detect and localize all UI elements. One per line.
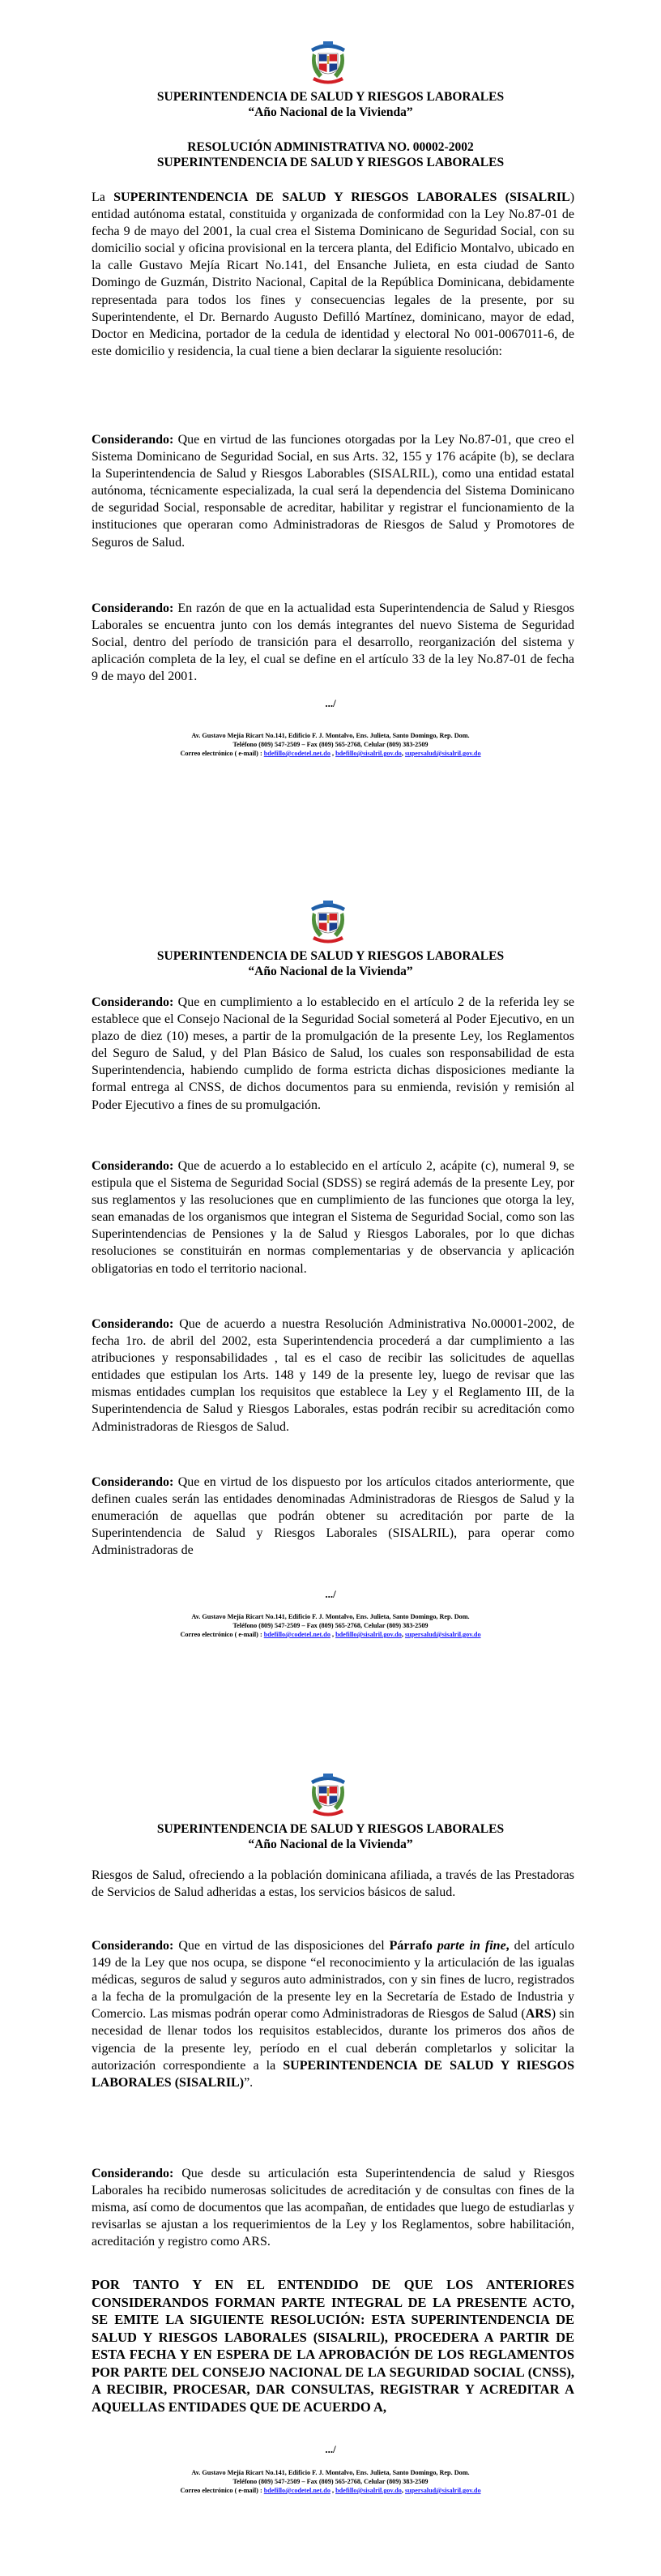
email-link-supersalud[interactable]: supersalud@sisalril.gov.do: [404, 1631, 481, 1638]
page-2: [0, 859, 661, 1718]
intro-paragraph: [92, 189, 574, 360]
continuation-mark: .../: [325, 697, 336, 709]
resolution-heading: [0, 139, 661, 170]
considerando-label: Considerando:: [92, 433, 174, 447]
page-3: [0, 1727, 661, 2576]
page-footer: [0, 1612, 661, 1639]
considerando-text: Que en virtud de las funciones otorgadas por la Ley No.87-01, que creo el Sistema Dominicano de Seguridad Social, en sus Arts. 32, 155 y 176 acápite (b), se declara la Superintendencia de Salud y Riesgos Laborables (SISALRIL), como una entidad estatal autónoma, técnicamente especializada, la cual será la dependencia del Sistema Dominicano de seguridad Social, responsable de acreditar, habilitar y registrar el funcionamiento de la instituciones que operaran como Administradoras de Riesgos de Salud y Promotores de Seguros de Salud.: [92, 433, 574, 550]
organization-name: SUPERINTENDENCIA DE SALUD Y RIESGOS LABORALES: [156, 949, 505, 963]
intro-text: ) entidad autónoma estatal, constituida y organizada de conformidad con la Ley No.87-01 de fecha 9 de mayo del 2001, la cual crea el Sistema Dominicano de Seguridad Social, con su domicilio social y oficina provisional en la tercera planta, del Edificio Montalvo, ubicado en la calle Gustavo Mejía Ricart No.141, del Ensanche Julieta, en esta ciudad de Santo Domingo de Guzmán, Distrito Nacional, Capital de la República Dominicana, debidamente representada para todos los fines y consecuencias legales de la presente, por su Superintendente, el Dr. Bernardo Augusto Defilló Martínez, dominicano, mayor de edad, Doctor en Medicina, portador de la cedula de identidad y electoral No 001-0067011-6, de este domicilio y residencia, la cual tiene a bien declarar la siguiente resolución:: [92, 190, 575, 358]
resolution-subtitle: SUPERINTENDENCIA DE SALUD Y RIESGOS LABORALES: [156, 156, 505, 169]
resolution-title: RESOLUCIÓN ADMINISTRATIVA NO. 00002-2002: [187, 140, 474, 154]
footer-emails: [0, 2486, 661, 2495]
page-footer: [0, 731, 661, 758]
page-1: [0, 0, 661, 859]
considerando-text: Que de acuerdo a nuestra Resolución Administrativa No.00001-2002, de fecha 1ro. de abril del 2002, esta Superintendencia procederá a dar cumplimiento a las atribuciones y responsabilidades , tal es el caso de recibir las solicitudes de aquellas entidades que estipulan los Arts. 148 y 149 de la presente ley, luego de revisar que las mismas entidades cumplan los requisitos que establece la Ley y el Reglamento III, de la Superintendencia de Salud y Riesgos Laborales, estas podrán recibir su acreditación como Administradoras de Riesgos de Salud.: [92, 1317, 574, 1434]
considerando-label: Considerando:: [92, 601, 174, 615]
email-separator: ,: [330, 1631, 336, 1638]
email-separator: ,: [401, 1631, 405, 1638]
considerando-text: Que en virtud de los dispuesto por los artículos citados anteriormente, que definen cuales serán las entidades denominadas Administradoras de Riesgos de Salud y la enumeración de aquellas que podrán obtener su acreditación por parte de la Superintendencia de Salud y Riesgos Laborales (SISALRIL), para operar como Administradoras de: [92, 1475, 574, 1558]
email-link-bdefillo[interactable]: bdefillo@sisalril.gov.do: [335, 1631, 402, 1638]
considerando-text: ”.: [244, 2075, 254, 2090]
email-link-bdefillo[interactable]: bdefillo@sisalril.gov.do: [335, 750, 402, 757]
considerando-text: Que desde su articulación esta Superintendencia de salud y Riesgos Laborales ha recibido numerosas solicitudes de acreditación y de consultas con fines de la misma, así como de documentos que las acompañan, de entidades que luego de estudiarlas y revisarlas se ajustan a los requerimientos de la Ley y los Reglamentos, sobre habilitación, acreditación y registro como ARS.: [92, 2167, 574, 2249]
considerando-6: [92, 1474, 574, 1559]
footer-emails: [0, 1630, 661, 1639]
carryover-paragraph: [92, 1867, 574, 1901]
entity-name: SUPERINTENDENCIA DE SALUD Y RIESGOS LABORALES (SISALRIL): [92, 2058, 574, 2090]
considerando-text: ) sin necesidad de llenar todos los requisitos establecidos, durante los primeros dos años de vigencia de la presente ley, período en el cual deberán completarlos y solicitar la autorización correspondiente a la: [92, 2007, 575, 2073]
considerando-8: [92, 2165, 574, 2250]
footer-address: Av. Gustavo Mejía Ricart No.141, Edificio F. J. Montalvo, Ens. Julieta, Santo Domingo, Rep. Dom.: [191, 1613, 470, 1620]
year-motto: “Año Nacional de la Vivienda”: [248, 1838, 413, 1851]
footer-phones: Teléfono (809) 547-2509 – Fax (809) 565-2768, Celular (809) 383-2509: [232, 1622, 429, 1629]
email-separator: ,: [401, 750, 405, 757]
page-header: [0, 948, 661, 979]
considerando-label: Considerando:: [92, 1159, 174, 1173]
intro-entity-name: SUPERINTENDENCIA DE SALUD Y RIESGOS LABORALES (SISALRIL: [113, 190, 570, 204]
continuation-mark: .../: [325, 2443, 336, 2455]
resolution-statement: POR TANTO Y EN EL ENTENDIDO DE QUE LOS ANTERIORES CONSIDERANDOS FORMAN PARTE INTEGRAL DE LA PRESENTE ACTO, SE EMITE LA SIGUIENTE RESOLUCIÓN: ESTA SUPERINTENDENCIA DE SALUD Y RIESGOS LABORALES (SISALRIL), PROCEDERA A PARTIR DE ESTA FECHA Y EN ESPERA DE LA APROBACIÓN DE LOS REGLAMENTOS POR PARTE DEL CONSEJO NACIONAL DE LA SEGURIDAD SOCIAL (CNSS), A RECIBIR, PROCESAR, DAR CONSULTAS, REGISTRAR Y ACREDITAR A AQUELLAS ENTIDADES QUE DE ACUERDO A,: [92, 2277, 574, 2415]
considerando-label: Considerando:: [92, 2167, 174, 2180]
email-separator: ,: [330, 750, 336, 757]
email-label: Correo electrónico ( e-mail) :: [180, 1631, 264, 1638]
footer-phones: Teléfono (809) 547-2509 – Fax (809) 565-2768, Celular (809) 383-2509: [232, 2478, 429, 2485]
considerando-label: Considerando:: [92, 1475, 174, 1489]
in-fine-term: parte in fine: [432, 1939, 506, 1953]
carryover-text: Riesgos de Salud, ofreciendo a la población dominicana afiliada, a través de las Prestadoras de Servicios de Salud adheridas a estas, los servicios básicos de salud.: [92, 1868, 574, 1900]
punctuation: ,: [505, 1939, 510, 1953]
year-motto: “Año Nacional de la Vivienda”: [248, 965, 413, 978]
page-header: [0, 89, 661, 120]
coat-of-arms-icon: [306, 898, 350, 945]
email-link-bdefillo[interactable]: bdefillo@sisalril.gov.do: [335, 2487, 402, 2494]
coat-of-arms-icon: [306, 1771, 350, 1818]
considerando-text: Que de acuerdo a lo establecido en el artículo 2, acápite (c), numeral 9, se estipula que el Sistema de Seguridad Social (SDSS) se regirá además de la presente Ley, por sus reglamentos y las resoluciones que en cumplimiento de las funciones que otorga la ley, sean emanadas de los organismos que integran el Sistema de Seguridad Social, como son las Superintendencias de Pensiones y la de Salud y Riesgos Laborales, por lo que dichas resoluciones se constituirán en normas complementarias y de observancia y aplicación obligatorias en todo el territorio nacional.: [92, 1159, 574, 1276]
intro-lead: La: [92, 190, 114, 204]
considerando-3: [92, 994, 574, 1114]
por-tanto-paragraph: [92, 2276, 574, 2416]
considerando-label: Considerando:: [92, 1939, 174, 1953]
email-link-supersalud[interactable]: supersalud@sisalril.gov.do: [404, 750, 481, 757]
footer-emails: [0, 749, 661, 758]
continuation-mark: .../: [325, 1588, 336, 1600]
footer-address: Av. Gustavo Mejía Ricart No.141, Edificio F. J. Montalvo, Ens. Julieta, Santo Domingo, Rep. Dom.: [191, 2469, 470, 2476]
considerando-text: En razón de que en la actualidad esta Superintendencia de Salud y Riesgos Laborales se encuentra junto con los demás integrantes del nuevo Sistema de Seguridad Social, dentro del período de transición para el desarrollo, reorganización del sistema y aplicación completa de la ley, el cual se define en el artículo 33 de la ley No.87-01 de fecha 9 de mayo del 2001.: [92, 601, 574, 684]
considerando-5: [92, 1316, 574, 1436]
considerando-7: [92, 1937, 574, 2091]
year-motto: “Año Nacional de la Vivienda”: [248, 105, 413, 119]
email-label: Correo electrónico ( e-mail) :: [180, 750, 264, 757]
organization-name: SUPERINTENDENCIA DE SALUD Y RIESGOS LABORALES: [156, 90, 505, 104]
considerando-label: Considerando:: [92, 995, 174, 1009]
email-link-codetel[interactable]: bdefillo@codetel.net.do: [263, 2487, 330, 2494]
email-label: Correo electrónico ( e-mail) :: [180, 2487, 264, 2494]
parrafo-term: Párrafo: [389, 1939, 433, 1953]
footer-address: Av. Gustavo Mejía Ricart No.141, Edificio F. J. Montalvo, Ens. Julieta, Santo Domingo, Rep. Dom.: [191, 732, 470, 739]
footer-phones: Teléfono (809) 547-2509 – Fax (809) 565-2768, Celular (809) 383-2509: [232, 741, 429, 748]
considerando-text: Que en virtud de las disposiciones del: [173, 1939, 390, 1953]
email-link-codetel[interactable]: bdefillo@codetel.net.do: [263, 1631, 330, 1638]
considerando-text: Que en cumplimiento a lo establecido en el artículo 2 de la referida ley se establece que el Consejo Nacional de la Seguridad Social someterá al Poder Ejecutivo, en un plazo de diez (10) meses, a partir de la promulgación de la presente Ley, los Reglamentos del Seguro de Salud, y del Plan Básico de Salud, los cuales son responsabilidad de esta Superintendencia, habiendo cumplido de forma estricta dichas disposiciones mediante la formal entrega al CNSS, de dichos documentos para su enmienda, revisión y remisión al Poder Ejecutivo a fines de su promulgación.: [92, 995, 574, 1112]
considerando-4: [92, 1157, 574, 1277]
considerando-2: [92, 600, 574, 685]
considerando-1: [92, 431, 574, 551]
email-separator: ,: [401, 2487, 405, 2494]
considerando-text: del artículo 149 de la Ley que nos ocupa, se dispone “el reconocimiento y la articulación de las igualas médicas, seguros de salud y seguros auto administrados, con y sin fines de lucro, registrados a la fecha de la promulgación de la presente ley en la Secretaría de Estado de Industria y Comercio. Las mismas podrán operar como Administradoras de Riesgos de Salud (: [92, 1939, 574, 2022]
coat-of-arms-icon: [306, 39, 350, 86]
considerando-label: Considerando:: [92, 1317, 174, 1331]
page-footer: [0, 2468, 661, 2495]
email-separator: ,: [330, 2487, 336, 2494]
organization-name: SUPERINTENDENCIA DE SALUD Y RIESGOS LABORALES: [156, 1822, 505, 1836]
email-link-supersalud[interactable]: supersalud@sisalril.gov.do: [404, 2487, 481, 2494]
ars-abbreviation: ARS: [525, 2007, 552, 2022]
page-header: [0, 1821, 661, 1852]
email-link-codetel[interactable]: bdefillo@codetel.net.do: [263, 750, 330, 757]
